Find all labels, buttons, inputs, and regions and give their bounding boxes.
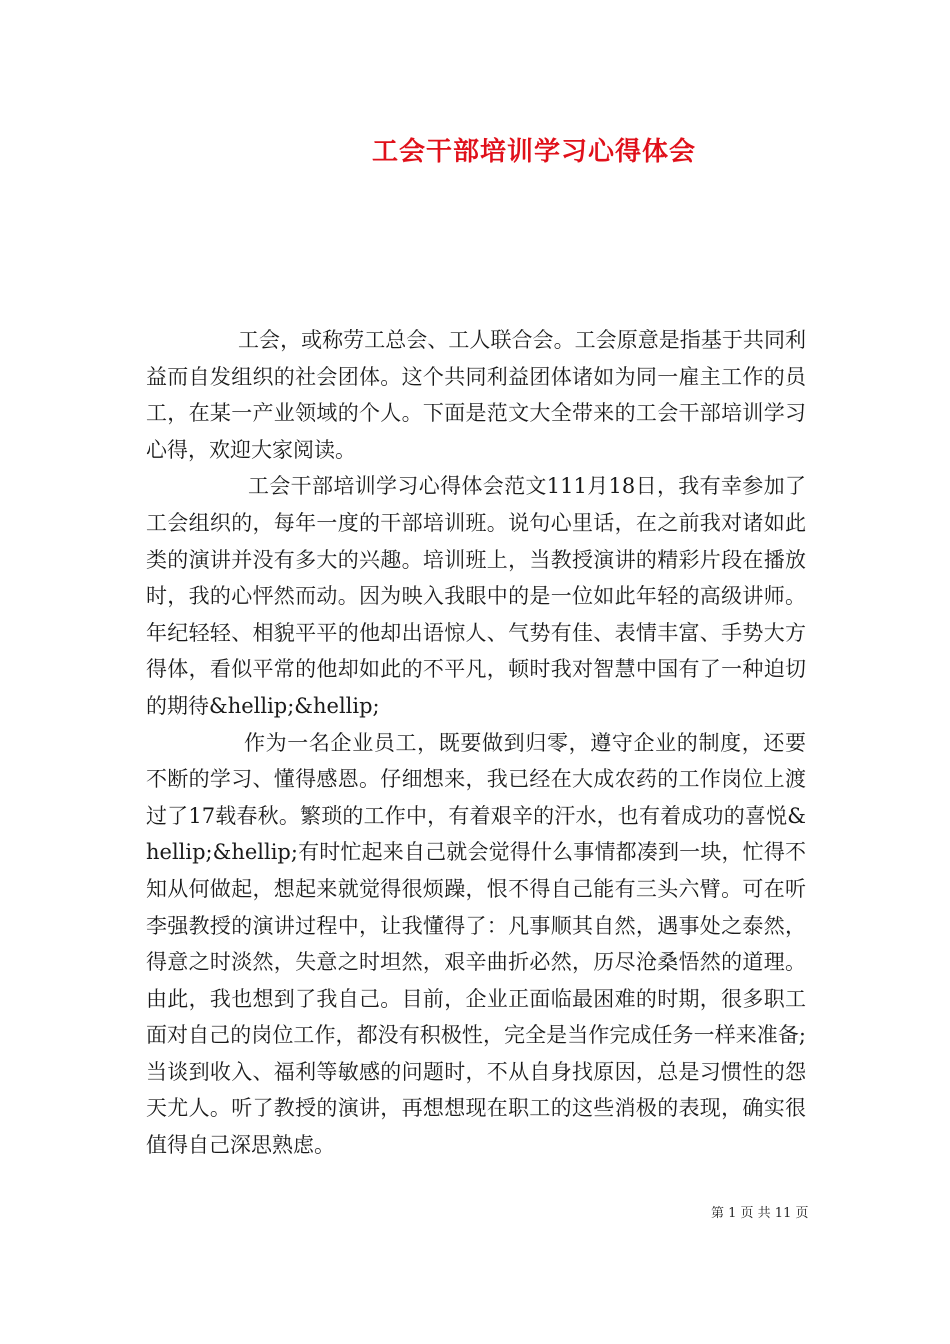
paragraph-intro: 工会，或称劳工总会、工人联合会。工会原意是指基于共同利益而自发组织的社会团体。这个共同利益团体诸如为同一雇主工作的员工，在某一产业领域的个人。下面是范文大全带来的工会干部培训学习心得，欢迎大家阅读。 xyxy=(146,328,806,462)
paragraph-training: 工会干部培训学习心得体会范文111月18日，我有幸参加了工会组织的，每年一度的干部培训班。说句心里话，在之前我对诸如此类的演讲并没有多大的兴趣。培训班上，当教授演讲的精彩片段在播放时，我的心怦然而动。因为映入我眼中的是一位如此年轻的高级讲师。年纪轻轻、相貌平平的他却出语惊人、气势有佳、表情丰富、手势大方得体，看似平常的他却如此的不平凡，顿时我对智慧中国有了一种迫切的期待&hellip;&hellip; xyxy=(146,474,806,718)
page-title: 工会干部培训学习心得体会 xyxy=(371,137,696,167)
document-body xyxy=(146,322,806,1164)
paragraph-reflection: 作为一名企业员工，既要做到归零，遵守企业的制度，还要不断的学习、懂得感恩。仔细想来，我已经在大成农药的工作岗位上渡过了17载春秋。繁琐的工作中，有着艰辛的汗水，也有着成功的喜悦&hellip;&hellip;有时忙起来自己就会觉得什么事情都凑到一块，忙得不知从何做起，想起来就觉得很烦躁，恨不得自己能有三头六臂。可在听李强教授的演讲过程中，让我懂得了：凡事顺其自然，遇事处之泰然，得意之时淡然，失意之时坦然，艰辛曲折必然，历尽沧桑悟然的道理。由此，我也想到了我自己。目前，企业正面临最困难的时期，很多职工面对自己的岗位工作，都没有积极性，完全是当作完成任务一样来准备;当谈到收入、福利等敏感的问题时，不从自身找原因，总是习惯性的怨天尤人。听了教授的演讲，再想想现在职工的这些消极的表现，确实很值得自己深思熟虑。 xyxy=(146,730,806,1158)
page-number: 第 1 页 共 11 页 xyxy=(711,1206,809,1221)
